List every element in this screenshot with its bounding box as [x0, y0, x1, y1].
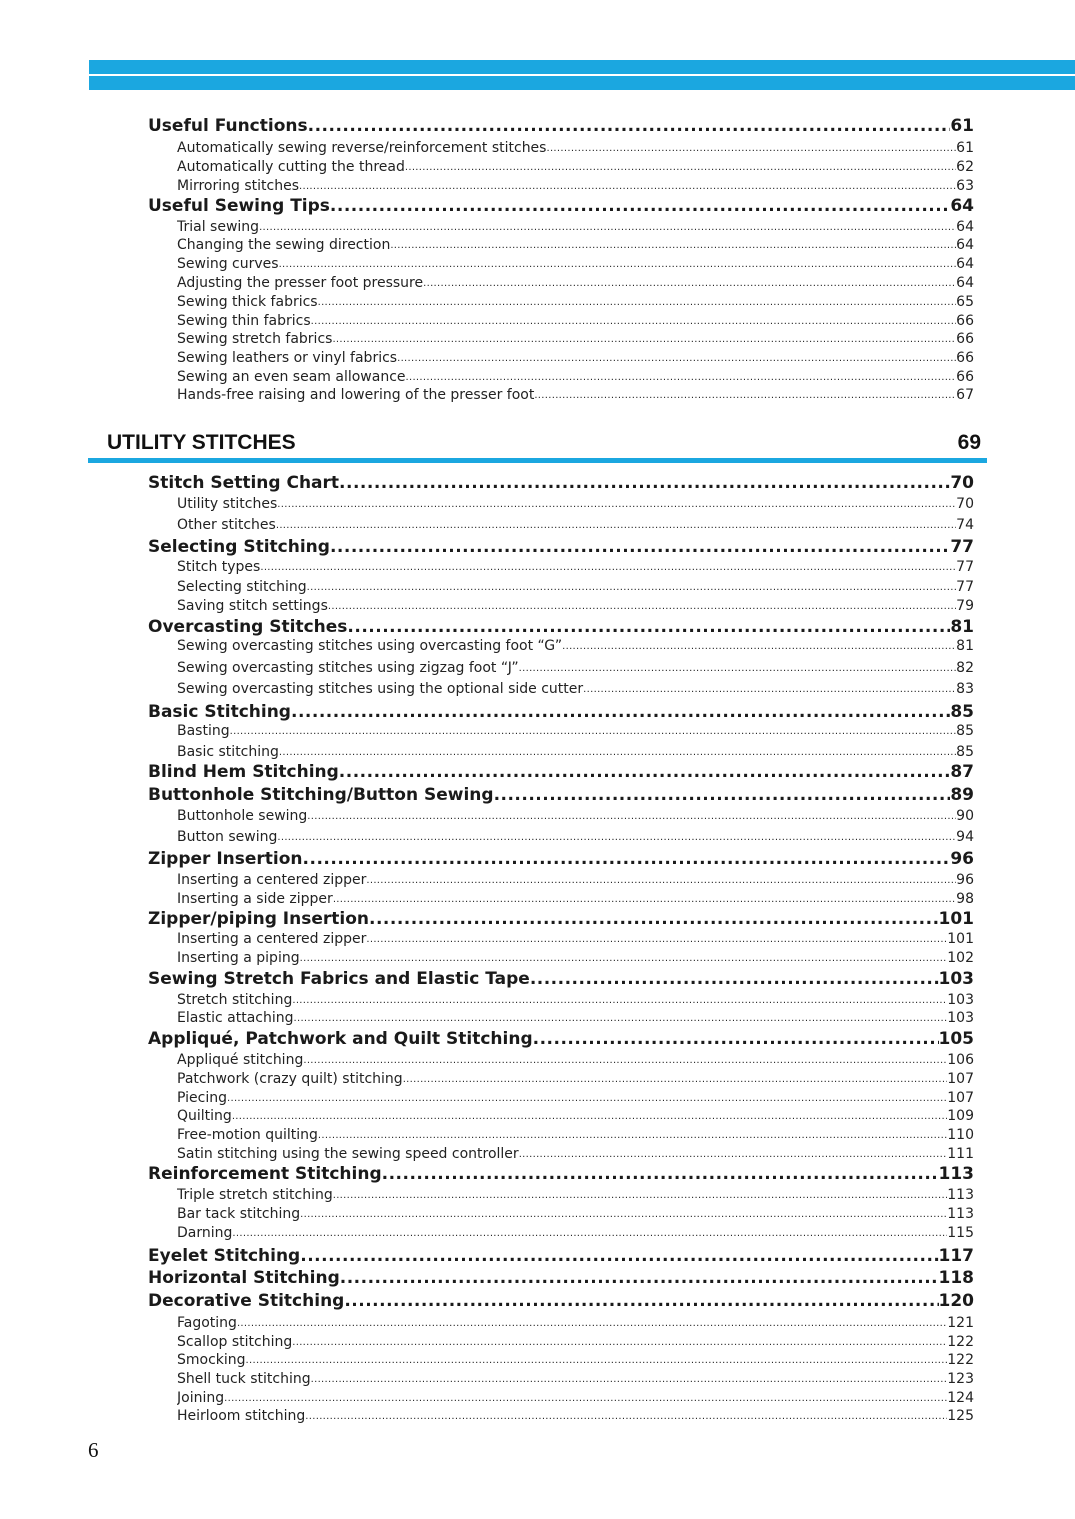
toc-subentry[interactable] — [177, 158, 974, 177]
toc-entry-label: Sewing overcasting stitches using the optional side cutter — [177, 681, 584, 697]
toc-entry-page: 81 — [950, 617, 974, 637]
toc-leader-dots — [406, 368, 957, 387]
toc-entry-page: 81 — [956, 638, 974, 654]
toc-chapter-entry[interactable] — [148, 195, 974, 218]
toc-leader-dots — [303, 1051, 947, 1070]
toc-entry-label: Selecting Stitching — [148, 537, 330, 557]
toc-entry-label: Inserting a side zipper — [177, 891, 333, 907]
toc-entry-label: Stitch Setting Chart — [148, 473, 340, 493]
toc-leader-dots — [494, 784, 951, 807]
toc-chapter-entry[interactable] — [148, 968, 974, 991]
toc-entry-page: 96 — [956, 872, 974, 888]
toc-entry-page: 101 — [938, 909, 974, 929]
toc-entry-label: Other stitches — [177, 517, 276, 533]
toc-leader-dots — [328, 597, 956, 616]
toc-entry-page: 77 — [956, 559, 974, 575]
toc-leader-dots — [227, 1089, 947, 1108]
toc-leader-dots — [303, 848, 951, 871]
toc-leader-dots — [279, 255, 957, 274]
toc-chapter-entry[interactable] — [148, 616, 974, 639]
toc-entry-page: 125 — [947, 1408, 974, 1424]
toc-leader-dots — [330, 195, 950, 218]
toc-leader-dots — [318, 1126, 947, 1145]
toc-leader-dots — [562, 637, 956, 656]
toc-entry-page: 77 — [956, 579, 974, 595]
toc-entry-label: Buttonhole Stitching/Button Sewing — [148, 785, 494, 805]
toc-entry-page: 106 — [947, 1052, 974, 1068]
toc-entry-page: 113 — [947, 1206, 974, 1222]
toc-entry-page: 85 — [950, 702, 974, 722]
toc-leader-dots — [300, 949, 948, 968]
toc-entry-label: Automatically sewing reverse/reinforcement stitches — [177, 140, 547, 156]
toc-entry-label: Elastic attaching — [177, 1010, 294, 1026]
toc-entry-page: 77 — [950, 537, 974, 557]
toc-leader-dots — [333, 890, 956, 909]
toc-chapter-entry[interactable] — [148, 784, 974, 807]
toc-leader-dots — [403, 1070, 948, 1089]
toc-leader-dots — [390, 236, 956, 255]
toc-entry-page: 64 — [956, 275, 974, 291]
toc-leader-dots — [292, 991, 947, 1010]
toc-entry-label: Sewing stretch fabrics — [177, 331, 333, 347]
section-rule — [88, 458, 987, 463]
toc-leader-dots — [583, 680, 956, 699]
toc-entry-page: 87 — [950, 762, 974, 782]
toc-entry-label: Sewing leathers or vinyl fabrics — [177, 350, 398, 366]
toc-leader-dots — [292, 1333, 947, 1352]
toc-leader-dots — [224, 1389, 947, 1408]
toc-leader-dots — [405, 158, 956, 177]
toc-entry-label: Sewing thick fabrics — [177, 294, 318, 310]
section-page: 69 — [957, 431, 981, 454]
toc-leader-dots — [307, 578, 957, 597]
toc-entry-label: Sewing overcasting stitches using overcasting foot “G” — [177, 638, 563, 654]
toc-leader-dots — [300, 1205, 947, 1224]
toc-entry-page: 90 — [956, 808, 974, 824]
toc-entry-label: Inserting a piping — [177, 950, 300, 966]
toc-chapter-entry[interactable] — [148, 115, 974, 138]
toc-leader-dots — [347, 616, 950, 639]
toc-entry-label: Zipper/piping Insertion — [148, 909, 369, 929]
toc-entry-label: Quilting — [177, 1108, 232, 1124]
toc-leader-dots — [300, 1245, 938, 1268]
toc-leader-dots — [305, 1407, 947, 1426]
toc-subentry[interactable] — [177, 597, 974, 616]
toc-leader-dots — [259, 218, 956, 237]
toc-subentry[interactable] — [177, 516, 974, 535]
toc-subentry[interactable] — [177, 1089, 974, 1108]
toc-leader-dots — [232, 1224, 947, 1243]
toc-subentry[interactable] — [177, 1224, 974, 1243]
toc-subentry[interactable] — [177, 1051, 974, 1070]
toc-chapter-entry[interactable] — [148, 1245, 974, 1268]
section-title: UTILITY STITCHES — [107, 431, 296, 454]
toc-leader-dots — [366, 930, 947, 949]
toc-entry-page: 61 — [950, 116, 974, 136]
toc-subentry[interactable] — [177, 368, 974, 387]
toc-chapter-entry[interactable] — [148, 1028, 974, 1051]
toc-subentry[interactable] — [177, 659, 974, 678]
toc-entry-page: 70 — [950, 473, 974, 493]
toc-entry-page: 94 — [956, 829, 974, 845]
toc-leader-dots — [308, 115, 951, 138]
toc-chapter-entry[interactable] — [148, 1163, 974, 1186]
toc-subentry[interactable] — [177, 1389, 974, 1408]
toc-leader-dots — [291, 701, 950, 724]
toc-entry-label: Free-motion quilting — [177, 1127, 318, 1143]
toc-entry-page: 67 — [956, 387, 974, 403]
toc-entry-page: 63 — [956, 178, 974, 194]
toc-entry-label: Darning — [177, 1225, 233, 1241]
toc-entry-label: Fagoting — [177, 1315, 237, 1331]
toc-entry-page: 109 — [947, 1108, 974, 1124]
toc-entry-label: Decorative Stitching — [148, 1291, 345, 1311]
toc-chapter-entry[interactable] — [148, 908, 974, 931]
toc-entry-label: Buttonhole sewing — [177, 808, 308, 824]
toc-leader-dots — [546, 139, 956, 158]
toc-leader-dots — [340, 1267, 939, 1290]
toc-entry-page: 82 — [956, 660, 974, 676]
toc-entry-label: Blind Hem Stitching — [148, 762, 339, 782]
toc-entry-label: Button sewing — [177, 829, 278, 845]
toc-chapter-entry[interactable] — [148, 536, 974, 559]
toc-subentry[interactable] — [177, 1351, 974, 1370]
toc-leader-dots — [230, 722, 957, 741]
toc-subentry[interactable] — [177, 1370, 974, 1389]
toc-entry-label: Smocking — [177, 1352, 246, 1368]
toc-subentry[interactable] — [177, 1070, 974, 1089]
toc-subentry[interactable] — [177, 177, 974, 196]
toc-entry-label: Reinforcement Stitching — [148, 1164, 382, 1184]
toc-leader-dots — [332, 330, 956, 349]
toc-leader-dots — [519, 659, 957, 678]
toc-entry-label: Automatically cutting the thread — [177, 159, 405, 175]
toc-entry-page: 64 — [950, 196, 974, 216]
toc-leader-dots — [533, 1028, 939, 1051]
toc-chapter-entry[interactable] — [148, 701, 974, 724]
toc-entry-page: 85 — [956, 744, 974, 760]
toc-subentry[interactable] — [177, 330, 974, 349]
toc-entry-label: Inserting a centered zipper — [177, 872, 367, 888]
toc-subentry[interactable] — [177, 349, 974, 368]
toc-entry-page: 120 — [938, 1291, 974, 1311]
toc-entry-page: 89 — [950, 785, 974, 805]
toc-subentry[interactable] — [177, 1186, 974, 1205]
toc-subentry[interactable] — [177, 1407, 974, 1426]
toc-entry-label: Appliqué, Patchwork and Quilt Stitching — [148, 1029, 533, 1049]
toc-leader-dots — [369, 908, 939, 931]
toc-entry-label: Sewing Stretch Fabrics and Elastic Tape — [148, 969, 530, 989]
toc-entry-page: 64 — [956, 237, 974, 253]
toc-subentry[interactable] — [177, 218, 974, 237]
toc-leader-dots — [307, 807, 956, 826]
toc-entry-page: 79 — [956, 598, 974, 614]
toc-subentry[interactable] — [177, 807, 974, 826]
toc-subentry[interactable] — [177, 680, 974, 699]
toc-subentry[interactable] — [177, 1107, 974, 1126]
toc-subentry[interactable] — [177, 991, 974, 1010]
toc-entry-page: 62 — [956, 159, 974, 175]
toc-chapter-entry[interactable] — [148, 472, 974, 495]
toc-entry-page: 74 — [956, 517, 974, 533]
toc-entry-label: Scallop stitching — [177, 1334, 293, 1350]
toc-entry-label: Piecing — [177, 1090, 227, 1106]
toc-entry-page: 121 — [947, 1315, 974, 1331]
toc-entry-label: Useful Functions — [148, 116, 308, 136]
toc-leader-dots — [311, 1370, 948, 1389]
toc-entry-page: 113 — [938, 1164, 974, 1184]
header-bar — [89, 60, 1075, 90]
toc-leader-dots — [339, 472, 950, 495]
toc-entry-label: Satin stitching using the sewing speed controller — [177, 1146, 519, 1162]
toc-entry-page: 83 — [956, 681, 974, 697]
toc-subentry[interactable] — [177, 293, 974, 312]
toc-entry-page: 124 — [947, 1390, 974, 1406]
toc-subentry[interactable] — [177, 495, 974, 514]
toc-leader-dots — [423, 274, 956, 293]
toc-subentry[interactable] — [177, 828, 974, 847]
toc-leader-dots — [277, 828, 956, 847]
toc-subentry[interactable] — [177, 255, 974, 274]
toc-leader-dots — [530, 968, 939, 991]
toc-chapter-entry[interactable] — [148, 761, 974, 784]
header-bar-line — [89, 74, 1075, 76]
toc-entry-label: Stretch stitching — [177, 992, 293, 1008]
toc-chapter-entry[interactable] — [148, 1290, 974, 1313]
toc-subentry[interactable] — [177, 1145, 974, 1164]
toc-entry-page: 107 — [947, 1071, 974, 1087]
toc-entry-label: Joining — [177, 1390, 225, 1406]
toc-entry-page: 117 — [938, 1246, 974, 1266]
page-number: 6 — [88, 1438, 99, 1462]
toc-leader-dots — [237, 1314, 947, 1333]
toc-leader-dots — [339, 761, 951, 784]
toc-entry-page: 110 — [947, 1127, 974, 1143]
toc-entry-page: 122 — [947, 1334, 974, 1350]
toc-entry-label: Useful Sewing Tips — [148, 196, 330, 216]
toc-entry-page: 101 — [947, 931, 974, 947]
toc-entry-label: Trial sewing — [177, 219, 260, 235]
toc-entry-label: Inserting a centered zipper — [177, 931, 367, 947]
toc-leader-dots — [279, 743, 956, 762]
toc-entry-page: 123 — [947, 1371, 974, 1387]
toc-leader-dots — [260, 558, 956, 577]
toc-entry-page: 85 — [956, 723, 974, 739]
toc-subentry[interactable] — [177, 1314, 974, 1333]
toc-subentry[interactable] — [177, 1009, 974, 1028]
toc-entry-page: 66 — [956, 350, 974, 366]
toc-leader-dots — [344, 1290, 938, 1313]
toc-entry-page: 103 — [947, 992, 974, 1008]
toc-entry-label: Sewing overcasting stitches using zigzag foot “J” — [177, 660, 519, 676]
toc-leader-dots — [311, 312, 957, 331]
toc-entry-page: 111 — [947, 1146, 974, 1162]
toc-chapter-entry[interactable] — [148, 1267, 974, 1290]
toc-entry-page: 66 — [956, 369, 974, 385]
toc-entry-page: 122 — [947, 1352, 974, 1368]
toc-subentry[interactable] — [177, 1333, 974, 1352]
toc-entry-page: 64 — [956, 219, 974, 235]
toc-entry-page: 103 — [947, 1010, 974, 1026]
toc-entry-page: 70 — [956, 496, 974, 512]
toc-subentry[interactable] — [177, 139, 974, 158]
toc-entry-label: Saving stitch settings — [177, 598, 328, 614]
toc-leader-dots — [397, 349, 956, 368]
toc-entry-page: 113 — [947, 1187, 974, 1203]
toc-entry-label: Hands-free raising and lowering of the presser foot — [177, 387, 535, 403]
toc-subentry[interactable] — [177, 890, 974, 909]
toc-entry-page: 115 — [947, 1225, 974, 1241]
toc-leader-dots — [333, 1186, 948, 1205]
toc-entry-label: Utility stitches — [177, 496, 278, 512]
toc-entry-label: Basting — [177, 723, 230, 739]
toc-entry-page: 107 — [947, 1090, 974, 1106]
toc-subentry[interactable] — [177, 236, 974, 255]
toc-subentry[interactable] — [177, 274, 974, 293]
toc-entry-page: 102 — [947, 950, 974, 966]
toc-entry-label: Heirloom stitching — [177, 1408, 306, 1424]
toc-leader-dots — [534, 386, 956, 405]
toc-subentry[interactable] — [177, 578, 974, 597]
toc-entry-label: Basic stitching — [177, 744, 279, 760]
toc-entry-label: Adjusting the presser foot pressure — [177, 275, 424, 291]
toc-entry-label: Overcasting Stitches — [148, 617, 348, 637]
toc-leader-dots — [294, 1009, 948, 1028]
toc-entry-label: Selecting stitching — [177, 579, 307, 595]
toc-entry-label: Appliqué stitching — [177, 1052, 304, 1068]
toc-subentry[interactable] — [177, 312, 974, 331]
toc-entry-page: 65 — [956, 294, 974, 310]
toc-leader-dots — [246, 1351, 948, 1370]
toc-entry-label: Changing the sewing direction — [177, 237, 391, 253]
toc-subentry[interactable] — [177, 1126, 974, 1145]
toc-leader-dots — [519, 1145, 948, 1164]
toc-leader-dots — [330, 536, 950, 559]
toc-entry-page: 64 — [956, 256, 974, 272]
toc-entry-page: 103 — [938, 969, 974, 989]
toc-entry-page: 61 — [956, 140, 974, 156]
toc-chapter-entry[interactable] — [148, 848, 974, 871]
section-heading[interactable] — [107, 428, 981, 458]
toc-subentry[interactable] — [177, 637, 974, 656]
toc-subentry[interactable] — [177, 743, 974, 762]
toc-entry-label: Zipper Insertion — [148, 849, 303, 869]
toc-entry-page: 105 — [938, 1029, 974, 1049]
toc-entry-label: Shell tuck stitching — [177, 1371, 311, 1387]
toc-entry-label: Sewing curves — [177, 256, 279, 272]
toc-entry-label: Stitch types — [177, 559, 261, 575]
toc-subentry[interactable] — [177, 949, 974, 968]
toc-entry-page: 98 — [956, 891, 974, 907]
toc-subentry[interactable] — [177, 1205, 974, 1224]
toc-subentry[interactable] — [177, 871, 974, 890]
toc-leader-dots — [276, 516, 956, 535]
toc-entry-label: Eyelet Stitching — [148, 1246, 301, 1266]
toc-leader-dots — [318, 293, 957, 312]
toc-entry-label: Triple stretch stitching — [177, 1187, 333, 1203]
toc-leader-dots — [366, 871, 956, 890]
toc-entry-page: 66 — [956, 331, 974, 347]
toc-entry-label: Patchwork (crazy quilt) stitching — [177, 1071, 403, 1087]
toc-entry-label: Basic Stitching — [148, 702, 291, 722]
toc-subentry[interactable] — [177, 722, 974, 741]
toc-entry-label: Sewing thin fabrics — [177, 313, 311, 329]
toc-leader-dots — [232, 1107, 947, 1126]
toc-entry-page: 66 — [956, 313, 974, 329]
toc-entry-label: Bar tack stitching — [177, 1206, 301, 1222]
toc-leader-dots — [299, 177, 956, 196]
toc-subentry[interactable] — [177, 930, 974, 949]
toc-entry-page: 96 — [950, 849, 974, 869]
toc-subentry[interactable] — [177, 386, 974, 405]
toc-leader-dots — [382, 1163, 939, 1186]
toc-leader-dots — [277, 495, 956, 514]
toc-entry-label: Horizontal Stitching — [148, 1268, 340, 1288]
toc-subentry[interactable] — [177, 558, 974, 577]
toc-entry-page: 118 — [938, 1268, 974, 1288]
toc-entry-label: Mirroring stitches — [177, 178, 299, 194]
toc-entry-label: Sewing an even seam allowance — [177, 369, 406, 385]
